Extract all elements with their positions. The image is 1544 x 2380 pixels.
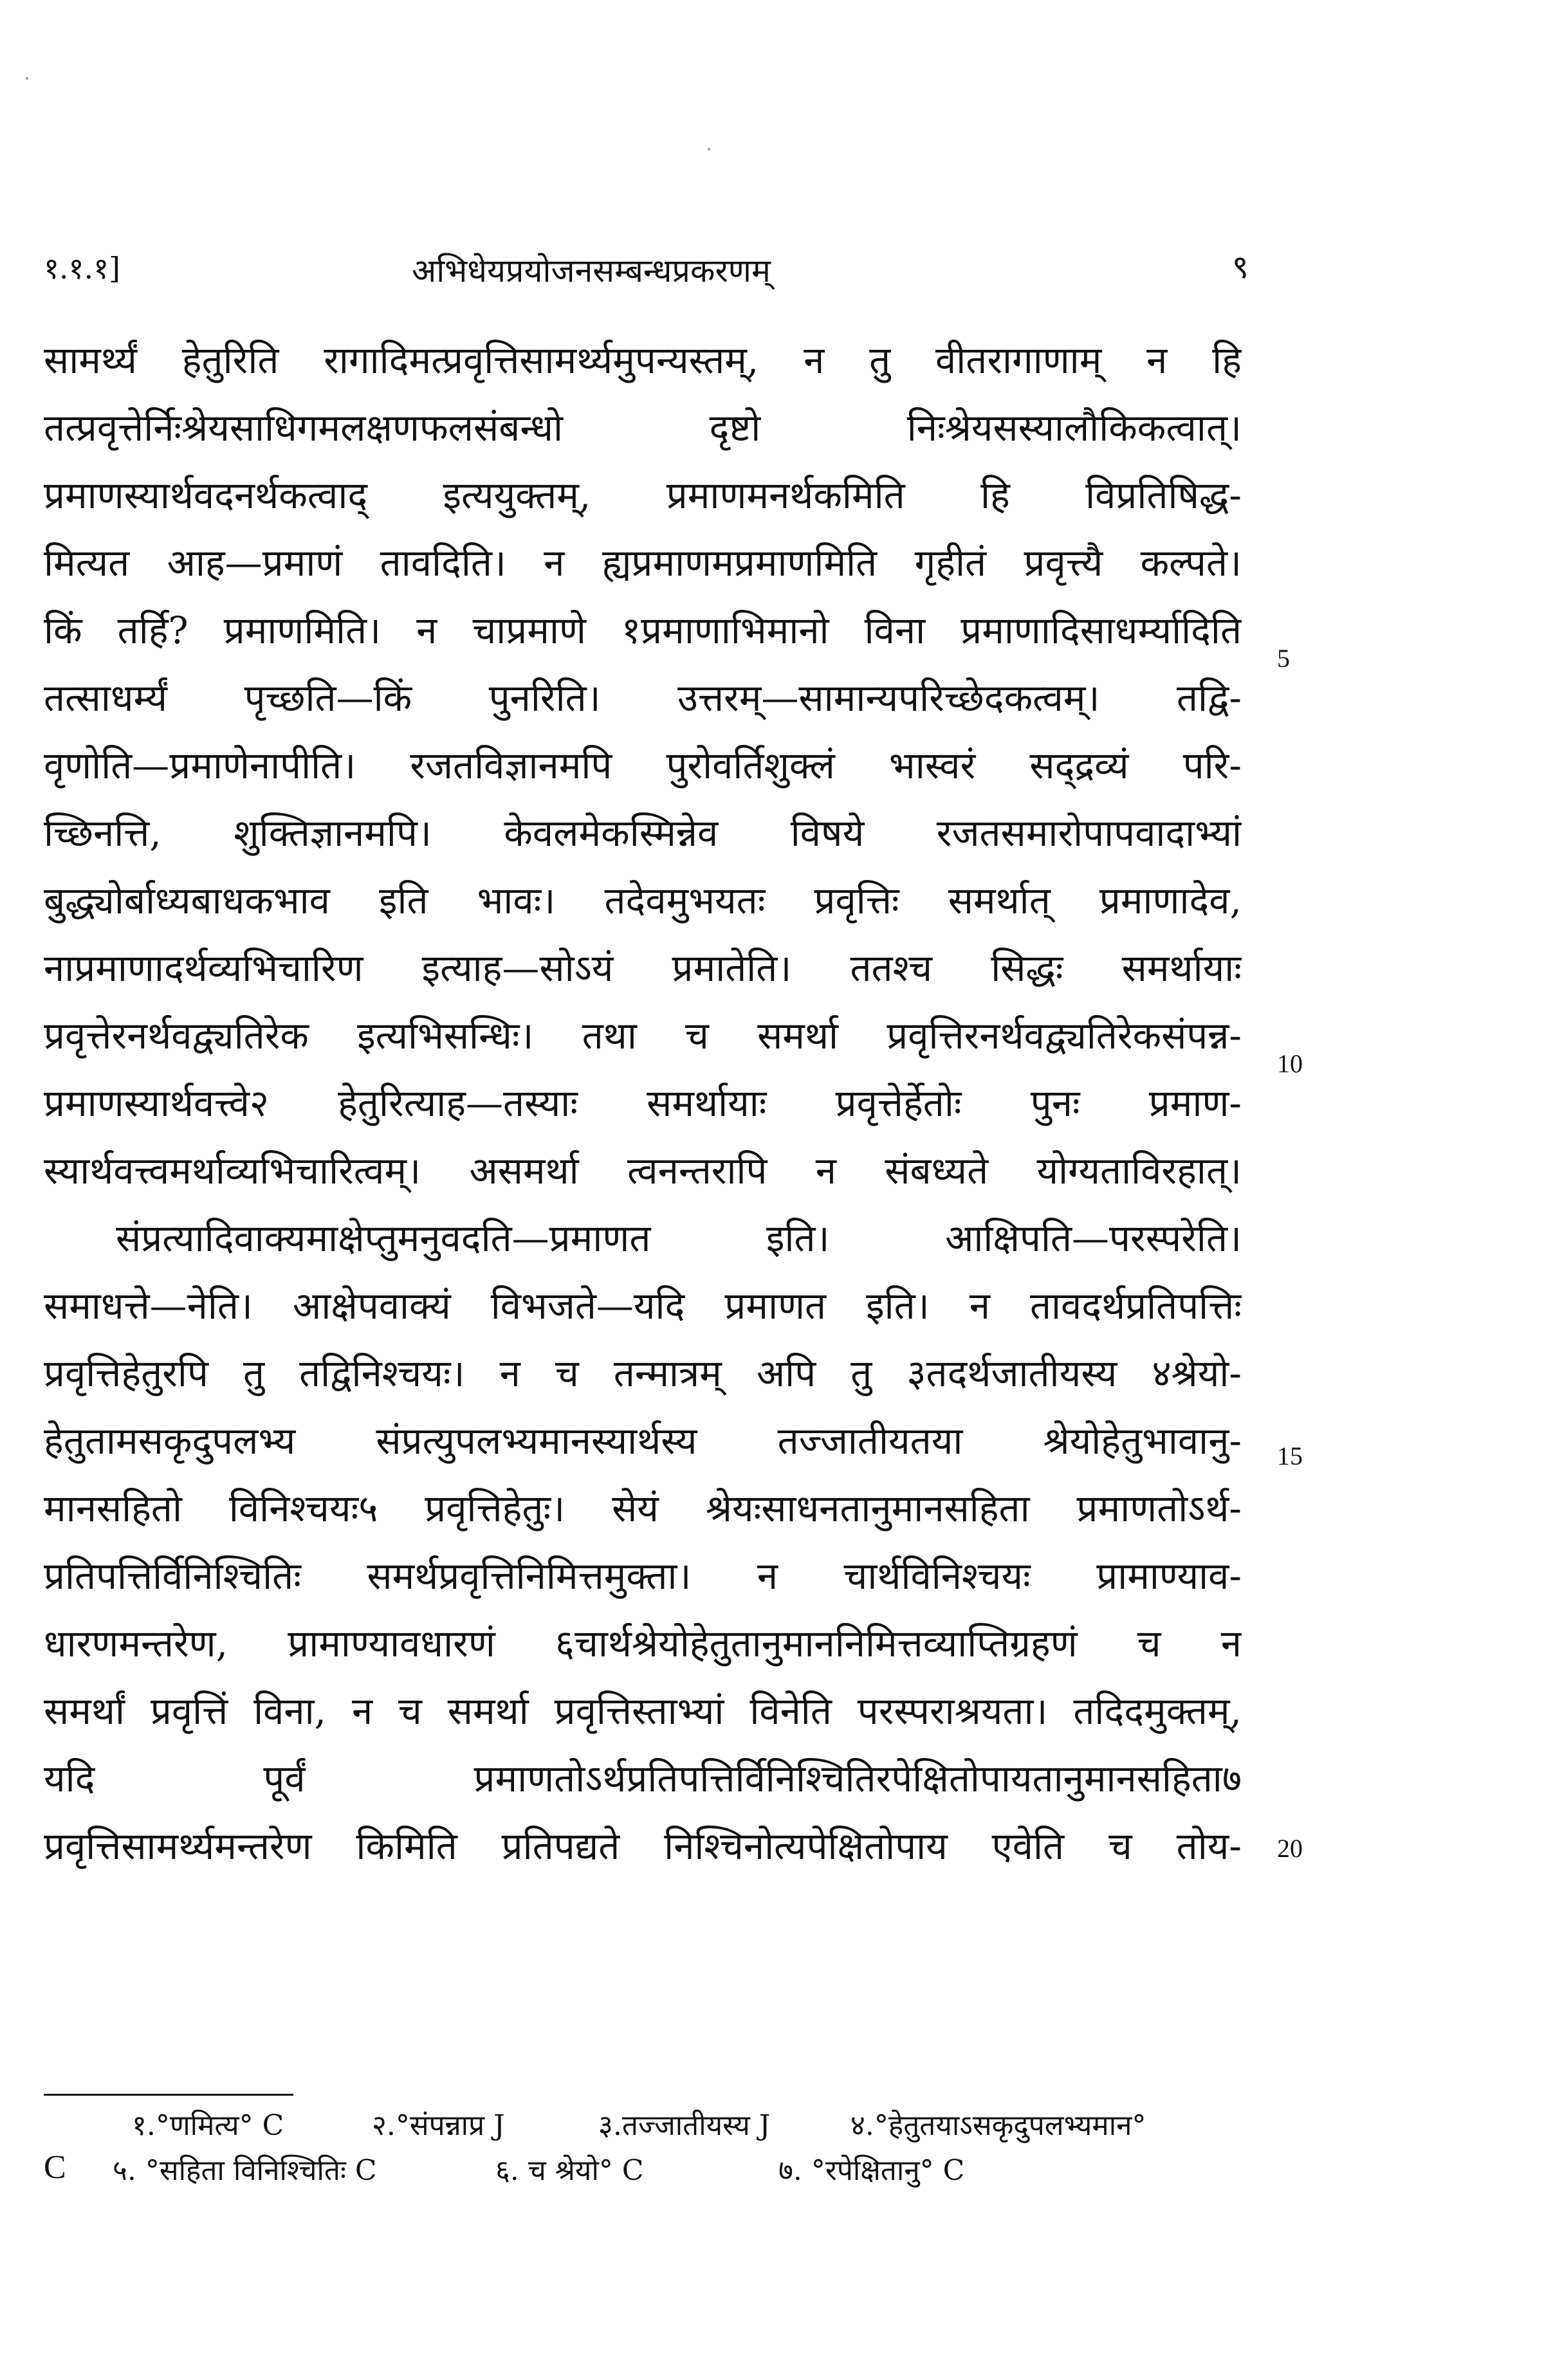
text-line: सामर्थ्यं हेतुरिति रागादिमत्प्रवृत्तिसामर्थ्यमुपन्यस्तम्, न तु वीतरागाणाम् न हि (44, 338, 1242, 382)
text-line: यदि पूर्वं प्रमाणतोऽर्थप्रतिपत्तिर्विनिश्चितिरपेक्षितोपायतानुमानसहिता७ (44, 1757, 1242, 1800)
line-number: 5 (1277, 644, 1290, 673)
page-number: ९ (1232, 248, 1249, 286)
text-line: प्रमाणस्यार्थवदनर्थकत्वाद् इत्ययुक्तम्, प्रमाणमनर्थकमिति हि विप्रतिषिद्ध- (44, 473, 1242, 517)
text-line: संप्रत्यादिवाक्यमाक्षेप्तुमनुवदति—प्रमाणत इति। आक्षिपति—परस्परेति। (116, 1216, 1242, 1260)
section-reference: १.१.१] (44, 251, 120, 286)
text-line: तत्साधर्म्यं पृच्छति—किं पुनरिति। उत्तरम्—सामान्यपरिच्छेदकत्वम्। तद्वि- (44, 676, 1242, 720)
text-line: नाप्रमाणादर्थव्यभिचारिण इत्याह—सोऽयं प्रमातेति। ततश्च सिद्धः समर्थायाः (44, 946, 1242, 990)
footnote-rule (44, 2094, 293, 2096)
text-line: प्रवृत्तिसामर्थ्यमन्तरेण किमिति प्रतिपद्यते निश्चिनोत्यपेक्षितोपाय एवेति च तोय- (44, 1824, 1242, 1868)
line-number: 10 (1277, 1049, 1303, 1078)
footnote: २.°संपन्नाप्र J (372, 2109, 505, 2142)
text-line: प्रवृत्तेरनर्थवद्व्यतिरेक इत्यभिसन्धिः। तथा च समर्था प्रवृत्तिरनर्थवद्व्यतिरेकसंपन्न- (44, 1014, 1242, 1057)
text-line: प्रवृत्तिहेतुरपि तु तद्विनिश्चयः। न च तन्मात्रम् अपि तु ३तदर्थजातीयस्य ४श्रेयो- (44, 1351, 1242, 1395)
footnote: ७. °रपेक्षितानु° C (778, 2154, 965, 2187)
scan-speck (26, 77, 28, 80)
text-line: मित्यत आह—प्रमाणं तावदिति। न ह्यप्रमाणमप्रमाणमिति गृहीतं प्रवृत्त्यै कल्पते। (44, 541, 1242, 585)
line-number: 15 (1277, 1442, 1303, 1470)
footnote: ५. °सहिता विनिश्चितिः C (113, 2154, 377, 2187)
text-line: स्यार्थवत्त्वमर्थाव्यभिचारित्वम्। असमर्था त्वनन्तरापि न संबध्यते योग्यताविरहात्। (44, 1149, 1242, 1193)
text-line: किं तर्हि? प्रमाणमिति। न चाप्रमाणे १प्रमाणाभिमानो विना प्रमाणादिसाधर्म्यादिति (44, 609, 1242, 652)
text-line: समाधत्ते—नेति। आक्षेपवाक्यं विभजते—यदि प्रमाणत इति। न तावदर्थप्रतिपत्तिः (44, 1284, 1242, 1328)
footnote-continuation: C (44, 2149, 66, 2186)
footnote: ६. च श्रेयो° C (495, 2154, 644, 2187)
text-line: बुद्ध्योर्बाध्यबाधकभाव इति भावः। तदेवमुभयतः प्रवृत्तिः समर्थात् प्रमाणादेव, (44, 879, 1242, 922)
text-line: वृणोति—प्रमाणेनापीति। रजतविज्ञानमपि पुरोवर्तिशुक्लं भास्वरं सद्द्रव्यं परि- (44, 744, 1242, 787)
footnote: ३.तज्जातीयस्य J (598, 2109, 771, 2142)
text-line: मानसहितो विनिश्चयः५ प्रवृत्तिहेतुः। सेयं श्रेयःसाधनतानुमानसहिता प्रमाणतोऽर्थ- (44, 1487, 1242, 1530)
line-number: 20 (1277, 1834, 1303, 1863)
text-line: हेतुतामसकृदुपलभ्य संप्रत्युपलभ्यमानस्यार्थस्य तज्जातीयतया श्रेयोहेतुभावानु- (44, 1419, 1242, 1463)
scan-speck (708, 148, 710, 151)
text-line: च्छिनत्ति, शुक्तिज्ञानमपि। केवलमेकस्मिन्नेव विषये रजतसमारोपापवादाभ्यां (44, 811, 1242, 855)
text-line: समर्थां प्रवृत्तिं विना, न च समर्था प्रवृत्तिस्ताभ्यां विनेति परस्पराश्रयता। तदिदमुक्तम्, (44, 1689, 1242, 1733)
text-line: प्रमाणस्यार्थवत्त्वे२ हेतुरित्याह—तस्याः समर्थायाः प्रवृत्तेर्हेतोः पुनः प्रमाण- (44, 1081, 1242, 1125)
text-line: तत्प्रवृत्तेर्निःश्रेयसाधिगमलक्षणफलसंबन्धो दृष्टो निःश्रेयसस्यालौकिकत्वात्। (44, 406, 1242, 450)
chapter-title: अभिधेयप्रयोजनसम्बन्धप्रकरणम् (412, 252, 771, 289)
text-line: प्रतिपत्तिर्विनिश्चितिः समर्थप्रवृत्तिनिमित्तमुक्ता। न चार्थविनिश्चयः प्रामाण्याव- (44, 1554, 1242, 1598)
footnote: १.°णमित्य° C (132, 2109, 284, 2142)
footnote: ४.°हेतुतयाऽसकृदुपलभ्यमान° (850, 2109, 1146, 2142)
running-header (0, 248, 1544, 293)
text-line: धारणमन्तरेण, प्रामाण्यावधारणं ६चार्थश्रेयोहेतुतानुमाननिमित्तव्याप्तिग्रहणं च न (44, 1622, 1242, 1665)
